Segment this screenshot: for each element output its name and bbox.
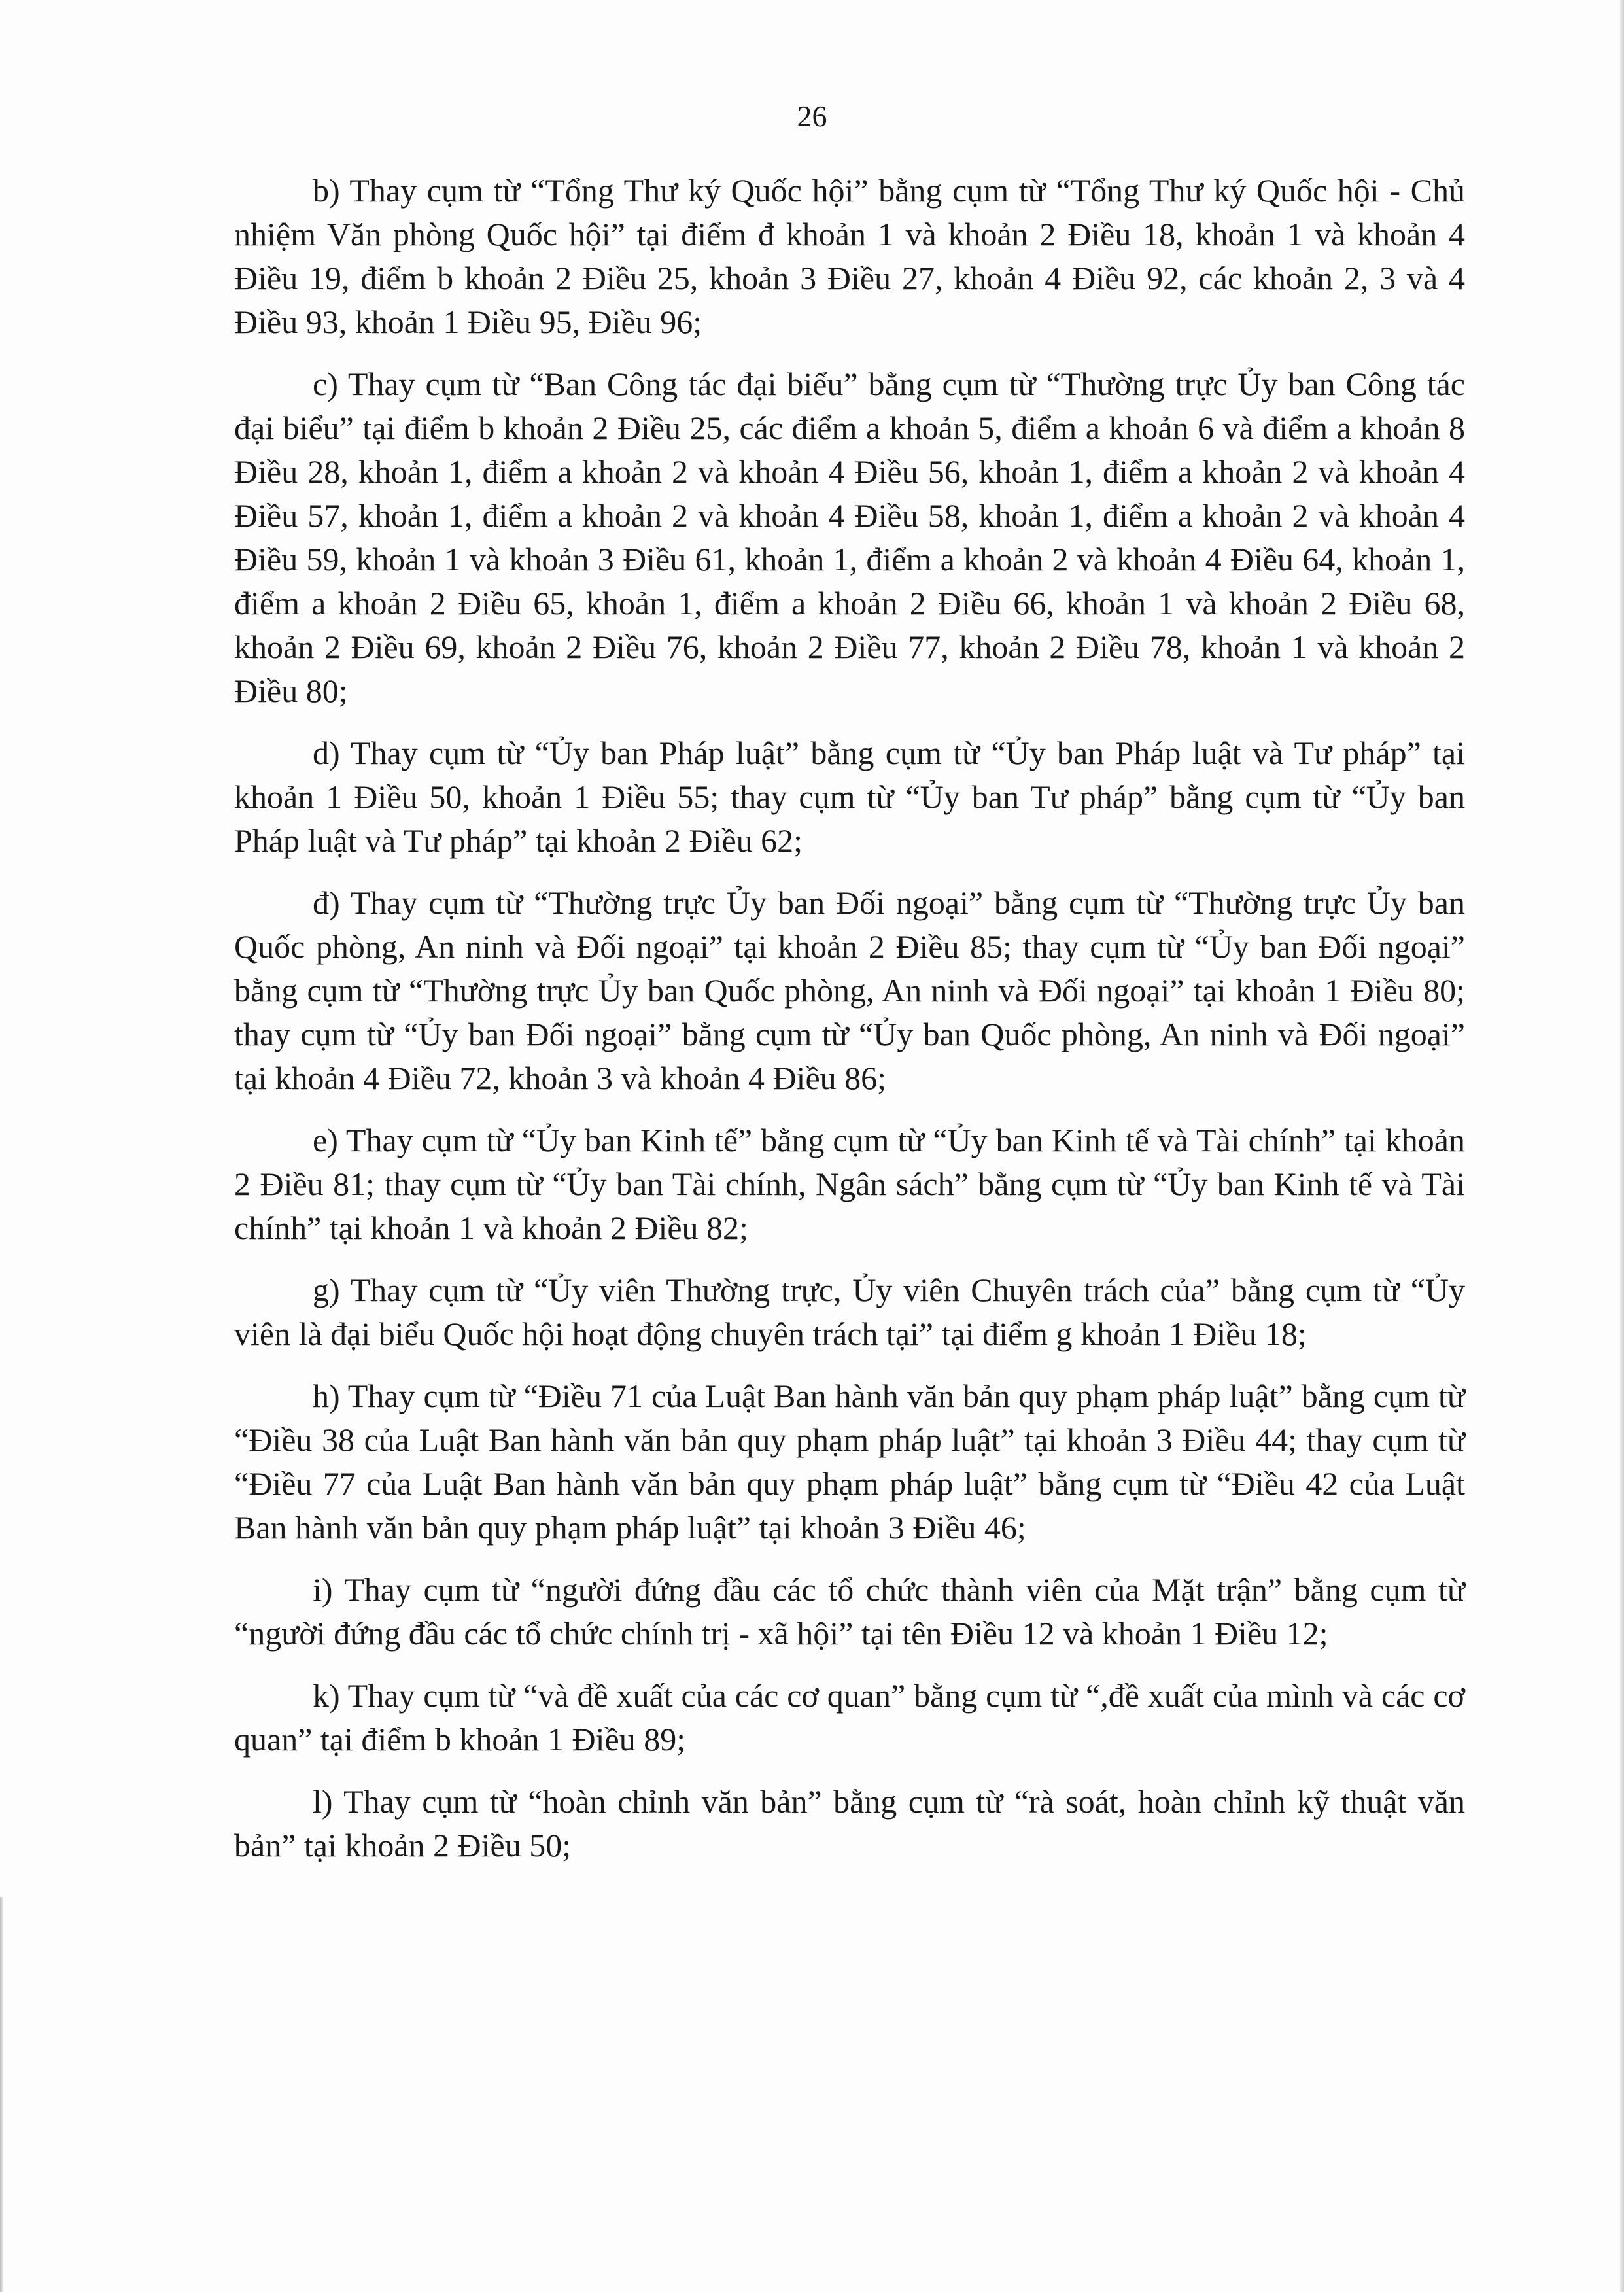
paragraph-b: b) Thay cụm từ “Tổng Thư ký Quốc hội” bằng cụm từ “Tổng Thư ký Quốc hội - Chủ nhiệm Văn phòng Quốc hội” tại điểm đ khoản 1 và khoản 2 Điều 18, khoản 1 và khoản 4 Điều 19, điểm b khoản 2 Điều 25, khoản 3 Điều 27, khoản 4 Điều 92, các khoản 2, 3 và 4 Điều 93, khoản 1 Điều 95, Điều 96; (234, 172, 1465, 340)
scan-edge-right (1620, 0, 1624, 2292)
paragraph-k: k) Thay cụm từ “và đề xuất của các cơ quan” bằng cụm từ “,đề xuất của mình và các cơ quan” tại điểm b khoản 1 Điều 89; (234, 1677, 1465, 1758)
paragraph-e: e) Thay cụm từ “Ủy ban Kinh tế” bằng cụm từ “Ủy ban Kinh tế và Tài chính” tại khoản 2 Điều 81; thay cụm từ “Ủy ban Tài chính, Ngân sách” bằng cụm từ “Ủy ban Kinh tế và Tài chính” tại khoản 1 và khoản 2 Điều 82; (234, 1122, 1465, 1246)
scan-edge-left (0, 1897, 3, 2292)
document-body (234, 169, 1465, 1886)
paragraph-i: i) Thay cụm từ “người đứng đầu các tổ chức thành viên của Mặt trận” bằng cụm từ “người đứng đầu các tổ chức chính trị - xã hội” tại tên Điều 12 và khoản 1 Điều 12; (234, 1571, 1465, 1652)
page-number: 26 (797, 99, 827, 133)
paragraph-l: l) Thay cụm từ “hoàn chỉnh văn bản” bằng cụm từ “rà soát, hoàn chỉnh kỹ thuật văn bản” tại khoản 2 Điều 50; (234, 1783, 1465, 1864)
paragraph-d: d) Thay cụm từ “Ủy ban Pháp luật” bằng cụm từ “Ủy ban Pháp luật và Tư pháp” tại khoản 1 Điều 50, khoản 1 Điều 55; thay cụm từ “Ủy ban Tư pháp” bằng cụm từ “Ủy ban Pháp luật và Tư pháp” tại khoản 2 Điều 62; (234, 735, 1465, 859)
paragraph-g: g) Thay cụm từ “Ủy viên Thường trực, Ủy viên Chuyên trách của” bằng cụm từ “Ủy viên là đại biểu Quốc hội hoạt động chuyên trách tại” tại điểm g khoản 1 Điều 18; (234, 1272, 1465, 1352)
paragraph-dd: đ) Thay cụm từ “Thường trực Ủy ban Đối ngoại” bằng cụm từ “Thường trực Ủy ban Quốc phòng, An ninh và Đối ngoại” tại khoản 2 Điều 85; thay cụm từ “Ủy ban Đối ngoại” bằng cụm từ “Thường trực Ủy ban Quốc phòng, An ninh và Đối ngoại” tại khoản 1 Điều 80; thay cụm từ “Ủy ban Đối ngoại” bằng cụm từ “Ủy ban Quốc phòng, An ninh và Đối ngoại” tại khoản 4 Điều 72, khoản 3 và khoản 4 Điều 86; (234, 884, 1465, 1096)
paragraph-c: c) Thay cụm từ “Ban Công tác đại biểu” bằng cụm từ “Thường trực Ủy ban Công tác đại biểu” tại điểm b khoản 2 Điều 25, các điểm a khoản 5, điểm a khoản 6 và điểm a khoản 8 Điều 28, khoản 1, điểm a khoản 2 và khoản 4 Điều 56, khoản 1, điểm a khoản 2 và khoản 4 Điều 57, khoản 1, điểm a khoản 2 và khoản 4 Điều 58, khoản 1, điểm a khoản 2 và khoản 4 Điều 59, khoản 1 và khoản 3 Điều 61, khoản 1, điểm a khoản 2 và khoản 4 Điều 64, khoản 1, điểm a khoản 2 Điều 65, khoản 1, điểm a khoản 2 Điều 66, khoản 1 và khoản 2 Điều 68, khoản 2 Điều 69, khoản 2 Điều 76, khoản 2 Điều 77, khoản 2 Điều 78, khoản 1 và khoản 2 Điều 80; (234, 366, 1465, 709)
paragraph-h: h) Thay cụm từ “Điều 71 của Luật Ban hành văn bản quy phạm pháp luật” bằng cụm từ “Điều 38 của Luật Ban hành văn bản quy phạm pháp luật” tại khoản 3 Điều 44; thay cụm từ “Điều 77 của Luật Ban hành văn bản quy phạm pháp luật” bằng cụm từ “Điều 42 của Luật Ban hành văn bản quy phạm pháp luật” tại khoản 3 Điều 46; (234, 1378, 1465, 1546)
